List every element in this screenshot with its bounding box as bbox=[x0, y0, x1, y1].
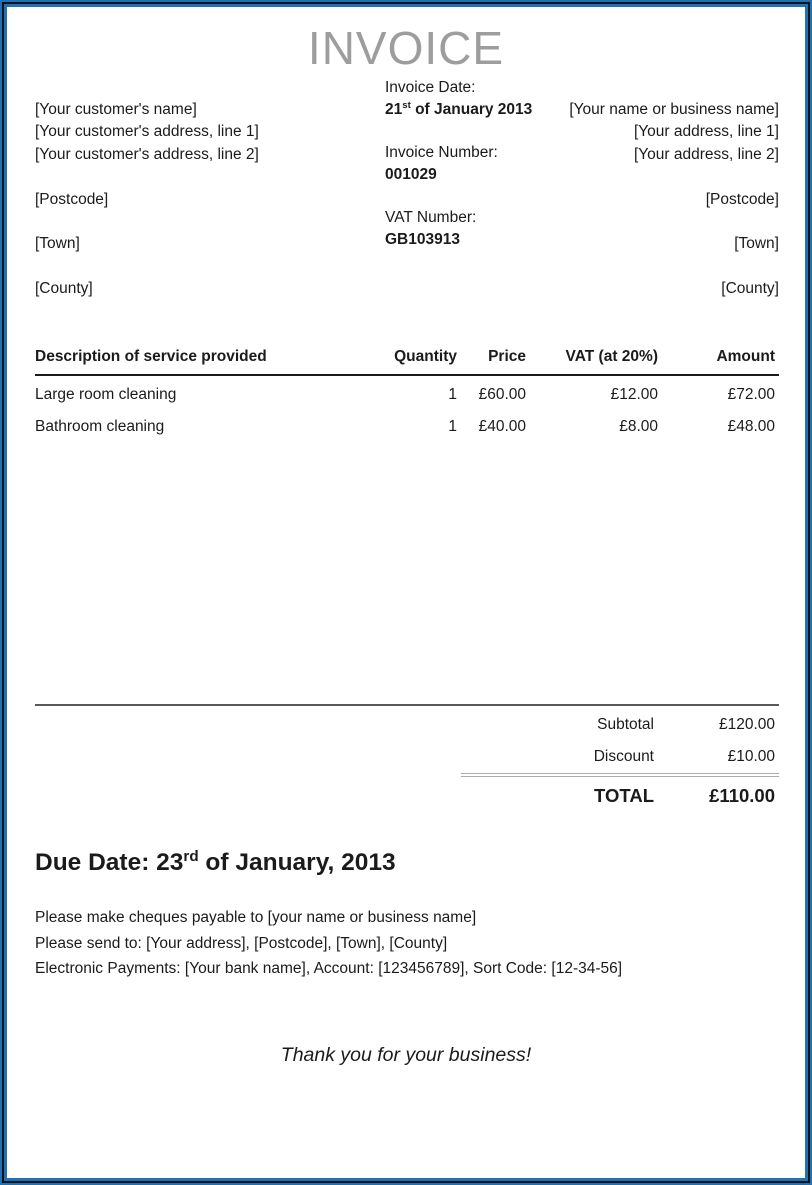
business-address-line2: [Your address, line 2] bbox=[633, 145, 779, 163]
blank-line bbox=[569, 166, 779, 188]
blank-line bbox=[385, 120, 532, 142]
col-header-quantity: Quantity bbox=[394, 348, 457, 365]
total-label: TOTAL bbox=[594, 785, 654, 806]
col-header-price: Price bbox=[488, 348, 526, 365]
cheque-instruction: Please make cheques payable to [your name or business name] bbox=[35, 909, 477, 926]
invoice-number-value: 001029 bbox=[385, 165, 437, 183]
blank-line bbox=[569, 256, 779, 278]
invoice-title: INVOICE bbox=[307, 22, 505, 74]
table-row bbox=[35, 408, 779, 440]
table-row bbox=[35, 376, 779, 408]
cell-quantity: 1 bbox=[448, 418, 457, 435]
thank-you-message: Thank you for your business! bbox=[280, 1044, 532, 1066]
blank-line bbox=[569, 211, 779, 233]
invoice-date-rest: of January 2013 bbox=[410, 100, 533, 118]
table-body bbox=[35, 376, 779, 440]
cell-price: £40.00 bbox=[478, 418, 526, 435]
cell-quantity: 1 bbox=[448, 386, 457, 403]
invoice-date-value bbox=[385, 99, 532, 121]
line-items-table bbox=[35, 348, 779, 440]
blank-line bbox=[35, 166, 259, 188]
cell-description: Bathroom cleaning bbox=[35, 418, 165, 435]
customer-postcode: [Postcode] bbox=[35, 190, 109, 208]
business-address-line1: [Your address, line 1] bbox=[633, 123, 779, 141]
total-row bbox=[35, 777, 779, 809]
col-header-amount: Amount bbox=[716, 348, 775, 365]
discount-value: £10.00 bbox=[727, 748, 775, 765]
subtotal-value: £120.00 bbox=[718, 716, 775, 733]
customer-address-line1: [Your customer's address, line 1] bbox=[35, 123, 259, 141]
invoice-number-label: Invoice Number: bbox=[385, 144, 498, 162]
payment-instructions bbox=[35, 905, 622, 982]
page-border-mid bbox=[2, 2, 810, 1183]
totals-section bbox=[35, 704, 779, 809]
col-header-vat: VAT (at 20%) bbox=[565, 348, 658, 365]
customer-town: [Town] bbox=[35, 235, 80, 253]
business-town: [Town] bbox=[734, 235, 779, 253]
business-address-block bbox=[569, 99, 779, 301]
due-date-heading bbox=[35, 849, 396, 877]
discount-row bbox=[35, 738, 779, 770]
blank-line bbox=[35, 211, 259, 233]
cell-price: £60.00 bbox=[478, 386, 526, 403]
subtotal-label: Subtotal bbox=[597, 716, 654, 733]
customer-address-block bbox=[35, 99, 259, 301]
customer-name: [Your customer's name] bbox=[35, 101, 197, 118]
electronic-payment-instruction: Electronic Payments: [Your bank name], Account: [123456789], Sort Code: [12-34-56] bbox=[35, 960, 623, 978]
business-postcode: [Postcode] bbox=[705, 190, 779, 208]
cell-vat: £12.00 bbox=[610, 386, 658, 403]
invoice-date-label: Invoice Date: bbox=[385, 79, 476, 96]
business-county: [County] bbox=[721, 280, 779, 298]
invoice-date-day: 21 bbox=[385, 100, 403, 118]
cell-amount: £48.00 bbox=[727, 418, 775, 435]
cell-description: Large room cleaning bbox=[35, 386, 177, 403]
customer-address-line2: [Your customer's address, line 2] bbox=[35, 145, 259, 163]
blank-line bbox=[385, 185, 532, 207]
cell-amount: £72.00 bbox=[727, 386, 775, 403]
discount-label: Discount bbox=[593, 748, 654, 765]
send-to-instruction: Please send to: [Your address], [Postcode], [Town], [County] bbox=[35, 934, 448, 952]
cell-vat: £8.00 bbox=[619, 418, 658, 435]
invoice-date-ordinal: st bbox=[402, 99, 411, 111]
blank-line bbox=[35, 256, 259, 278]
col-header-description: Description of service provided bbox=[35, 348, 267, 365]
business-name: [Your name or business name] bbox=[569, 101, 779, 118]
vat-number-value: GB103913 bbox=[385, 230, 460, 248]
page-border-inner bbox=[4, 4, 808, 1181]
due-date-prefix: Due Date: 23 bbox=[35, 849, 184, 876]
due-date-ordinal: rd bbox=[183, 847, 199, 865]
customer-county: [County] bbox=[35, 280, 93, 298]
vat-number-label: VAT Number: bbox=[385, 209, 477, 227]
due-date-rest: of January, 2013 bbox=[198, 849, 396, 876]
invoice-content bbox=[7, 7, 805, 1178]
table-header-row bbox=[35, 348, 779, 376]
subtotal-row bbox=[35, 706, 779, 738]
invoice-meta-block bbox=[385, 77, 532, 251]
total-value: £110.00 bbox=[709, 785, 775, 806]
